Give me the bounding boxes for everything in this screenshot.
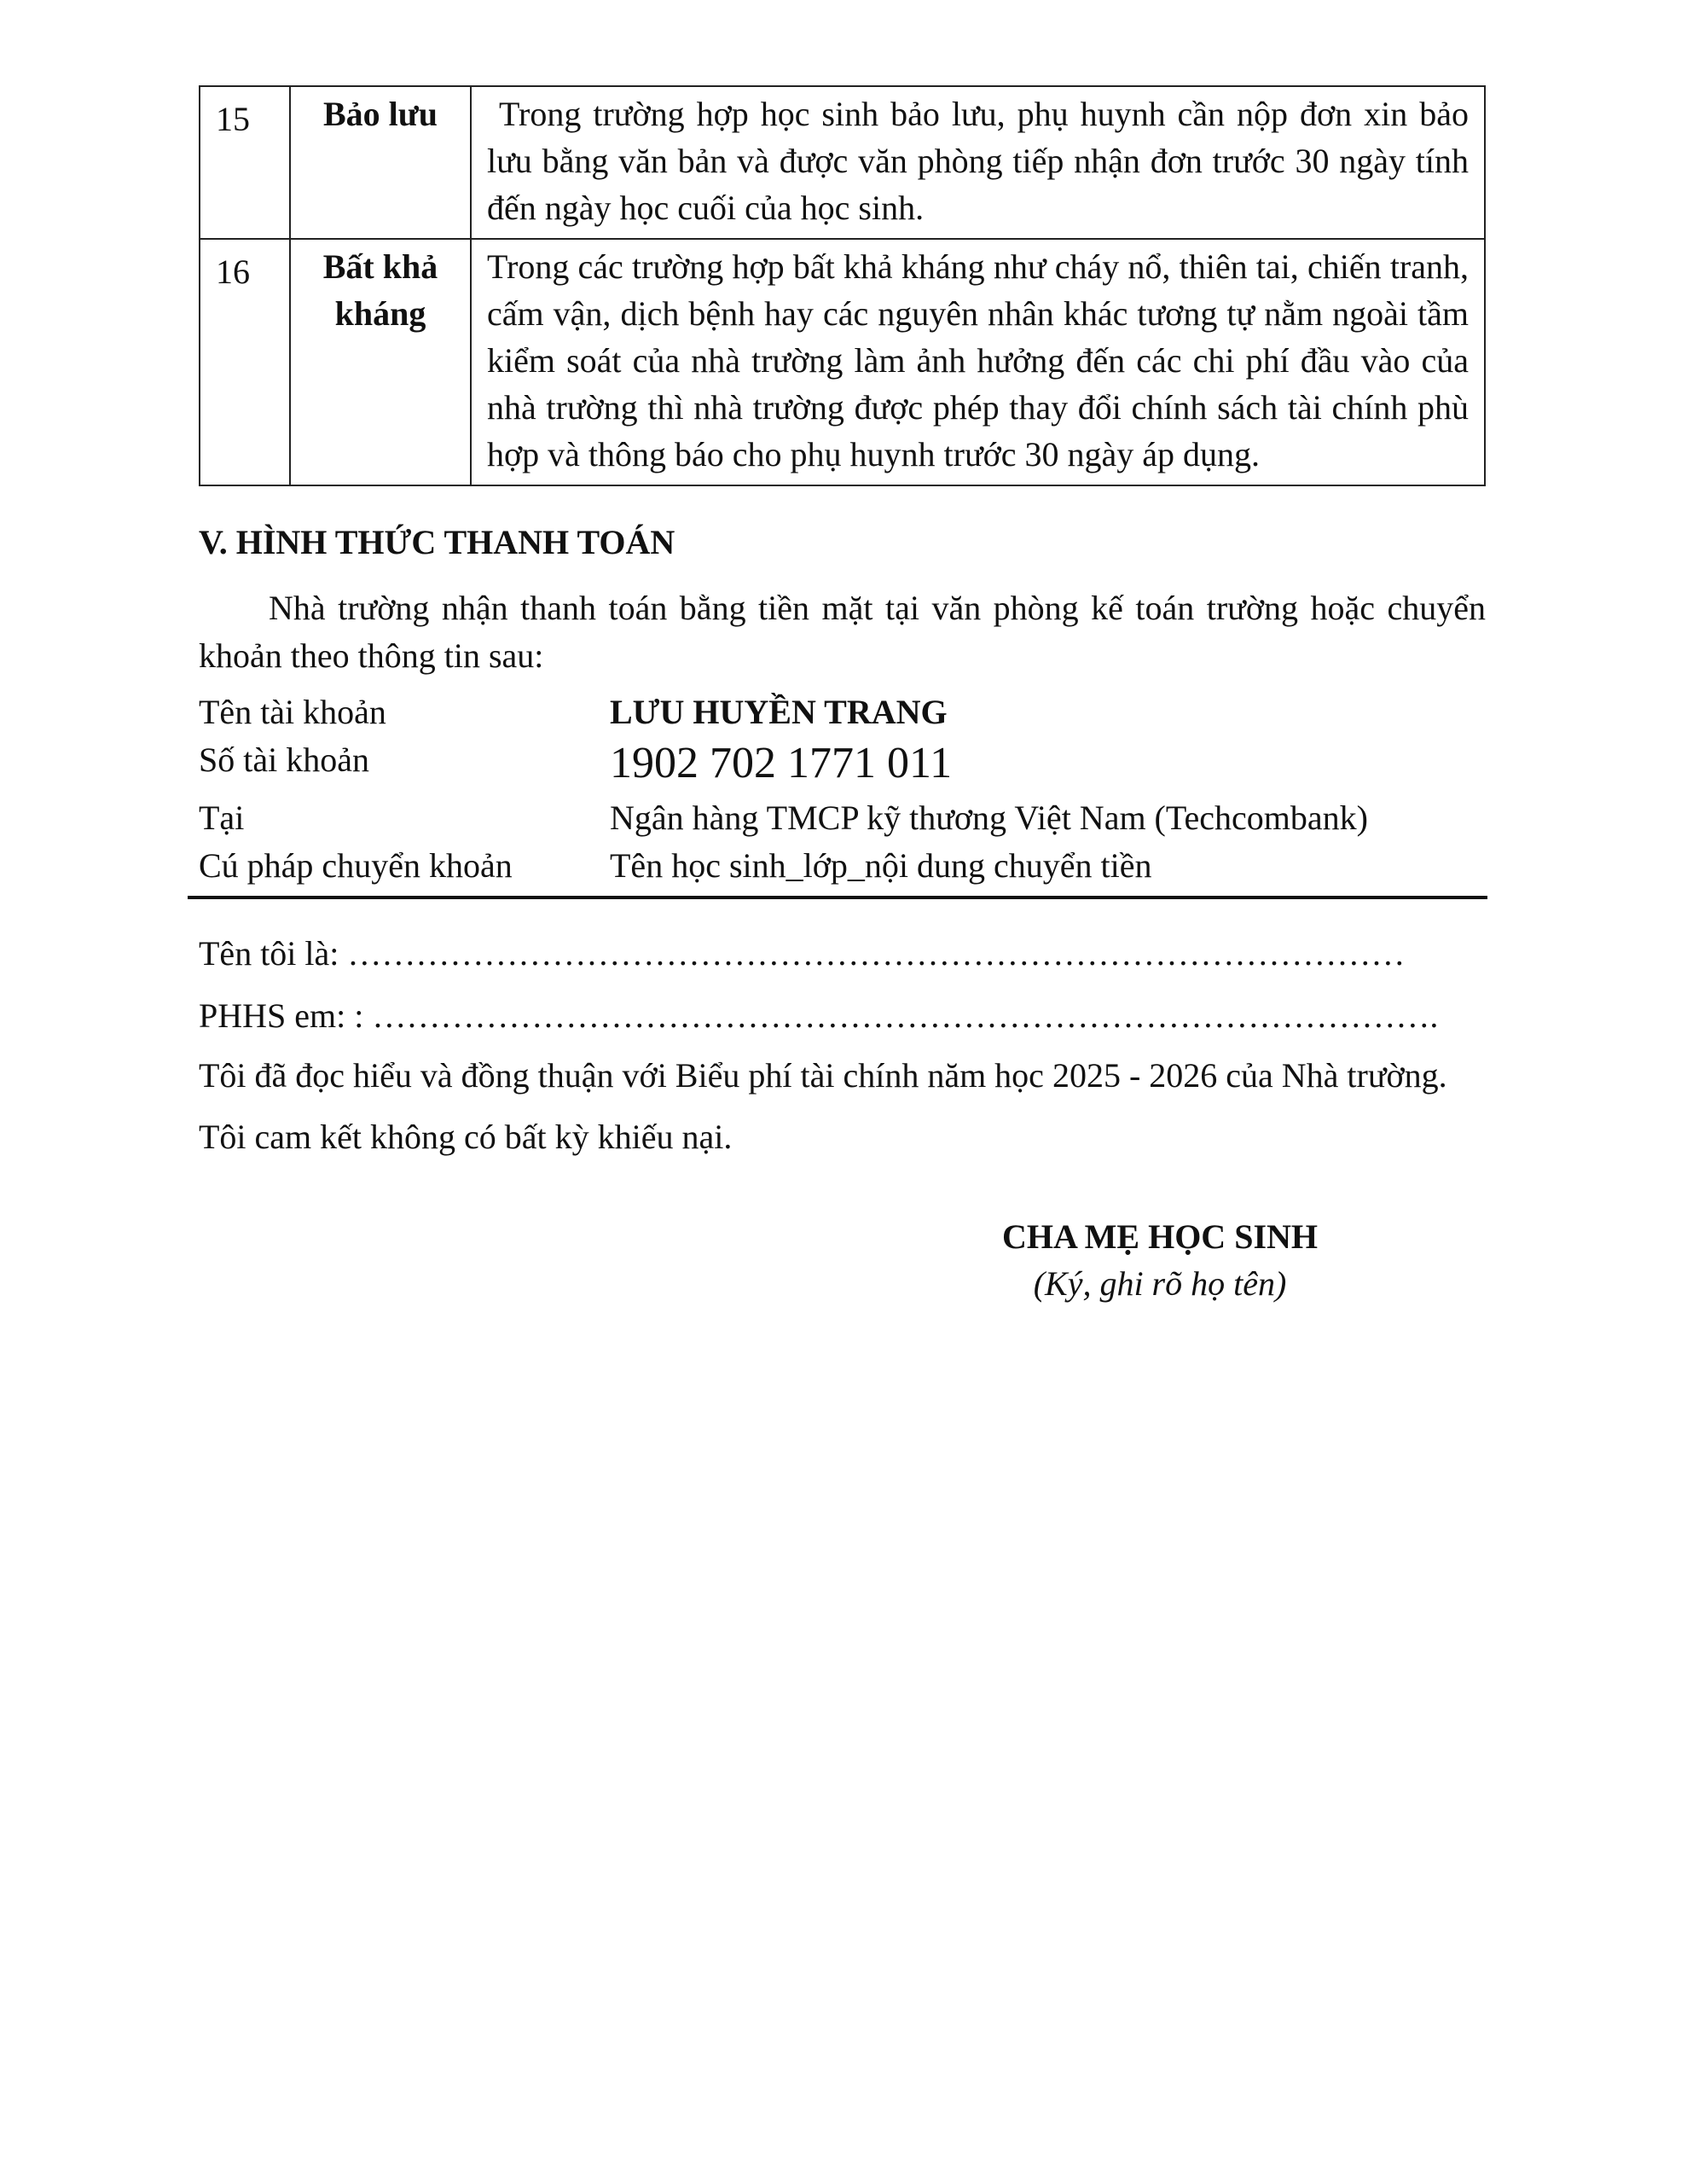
transfer-syntax-label: Cú pháp chuyển khoản (199, 846, 513, 885)
bank-value: Ngân hàng TMCP kỹ thương Việt Nam (Techcombank) (610, 799, 1368, 837)
row-content: Trong các trường hợp bất khả kháng như cháy nổ, thiên tai, chiến tranh, cấm vận, dịch bệnh hay các nguyên nhân khác tương tự nằm ngoài tầm kiểm soát của nhà trường làm ảnh hưởng đến các chi phí đầu vào của nhà trường thì nhà trường được phép thay đổi chính sách tài chính phù hợp và thông báo cho phụ huynh trước 30 ngày áp dụng. (471, 239, 1485, 485)
transfer-syntax-value: Tên học sinh_lớp_nội dung chuyển tiền (610, 846, 1152, 885)
declaration-name-line: Tên tôi là: ………………………………………………………………………………… (199, 934, 1406, 973)
section-divider (188, 896, 1487, 899)
bank-label: Tại (199, 799, 245, 837)
table-row (200, 239, 1485, 485)
section-heading-payment: V. HÌNH THỨC THANH TOÁN (199, 523, 675, 561)
account-name-value: LƯU HUYỀN TRANG (610, 693, 948, 731)
declaration-parent-line: PHHS em: : …………………………………………………………………………………. (199, 996, 1439, 1035)
signature-block (938, 1213, 1382, 1307)
declaration-commit-line: Tôi cam kết không có bất kỳ khiếu nại. (199, 1118, 733, 1156)
row-number: 16 (200, 239, 290, 485)
row-title: Bảo lưu (290, 86, 471, 239)
signature-note: (Ký, ghi rõ họ tên) (1033, 1264, 1287, 1303)
account-number-label: Số tài khoản (199, 741, 369, 779)
row-title: Bất khả kháng (290, 239, 471, 485)
row-number: 15 (200, 86, 290, 239)
table-row (200, 86, 1485, 239)
account-name-label: Tên tài khoản (199, 693, 386, 731)
signature-title: CHA MẸ HỌC SINH (1001, 1217, 1319, 1256)
declaration-agree-line: Tôi đã đọc hiểu và đồng thuận với Biểu phí tài chính năm học 2025 - 2026 của Nhà trường. (199, 1056, 1447, 1095)
account-number-value: 1902 702 1771 011 (610, 739, 953, 787)
policy-table (199, 85, 1486, 486)
row-content: Trong trường hợp học sinh bảo lưu, phụ huynh cần nộp đơn xin bảo lưu bằng văn bản và được văn phòng tiếp nhận đơn trước 30 ngày tính đến ngày học cuối của học sinh. (471, 86, 1485, 239)
payment-intro: Nhà trường nhận thanh toán bằng tiền mặt tại văn phòng kế toán trường hoặc chuyển khoản theo thông tin sau: (199, 589, 1486, 675)
